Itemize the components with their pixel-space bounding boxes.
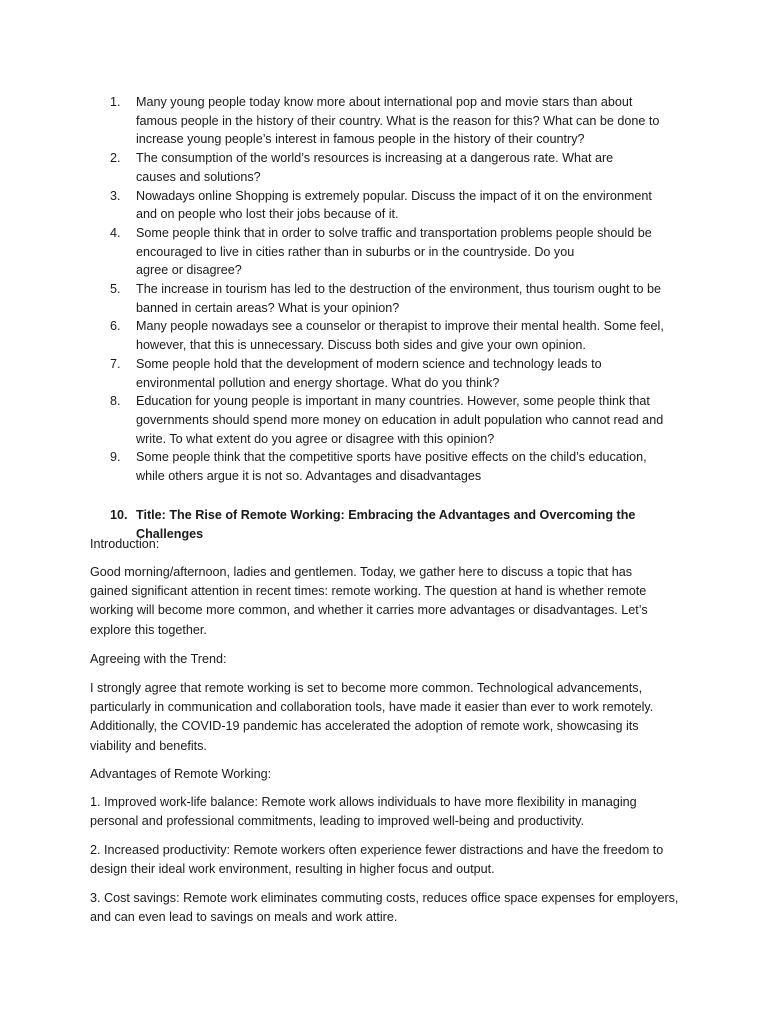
advantage-2-paragraph: 2. Increased productivity: Remote workers often experience fewer distractions and have the freedom to design their ideal work environment, resulting in higher focus and output. [90, 843, 664, 877]
list-item [90, 355, 682, 392]
list-item-number: 5. [110, 282, 121, 297]
list-item [90, 149, 682, 186]
list-item [90, 187, 682, 224]
list-item [90, 448, 682, 485]
agree-paragraph: I strongly agree that remote working is set to become more common. Technological advancements, particularly in communication and collaboration tools, have made it easier than ever to work remotely. Additionally, the COVID-19 pandemic has accelerated the adoption of remote work, showcasing its viability and benefits. [90, 681, 654, 753]
list-item-text: Many people nowadays see a counselor or therapist to improve their mental health. Some feel, however, that this is unnecessary. Discuss both sides and give your own opinion. [136, 319, 664, 353]
essay-question-list [90, 93, 682, 486]
list-item-number: 6. [110, 319, 121, 334]
list-item [90, 317, 682, 354]
list-item-number: 8. [110, 394, 121, 409]
agree-heading: Agreeing with the Trend: [90, 652, 227, 666]
introduction-heading: Introduction: [90, 537, 160, 551]
list-item-text: The consumption of the world’s resources is increasing at a dangerous rate. What are causes and solutions? [136, 151, 614, 184]
list-item-text: Many young people today know more about international pop and movie stars than about famous people in the history of their country. What is the reason for this? What can be done to increase young people’s interest in famous people in the history of their country? [136, 95, 660, 147]
list-item-number: 4. [110, 225, 121, 240]
introduction-paragraph: Good morning/afternoon, ladies and gentlemen. Today, we gather here to discuss a topic that has gained significant attention in recent times: remote working. The question at hand is whether remote working will become more common, and whether it carries more advantages or disadvantages. Let’s explore this together. [90, 565, 648, 637]
list-item-number: 7. [110, 356, 121, 371]
advantage-1-paragraph: 1. Improved work-life balance: Remote work allows individuals to have more flexibility in managing personal and professional commitments, leading to improved well-being and productivity. [90, 795, 637, 829]
list-item-text: Some people think that the competitive sports have positive effects on the child’s education, while others argue it is not so. Advantages and disadvantages [136, 450, 647, 484]
list-item [90, 392, 682, 448]
list-item-text: The increase in tourism has led to the destruction of the environment, thus tourism ought to be banned in certain areas? What is your opinion? [136, 282, 662, 315]
list-item [90, 224, 682, 280]
list-item-number: 9. [110, 450, 121, 465]
advantages-heading: Advantages of Remote Working: [90, 767, 272, 781]
list-item-text: Education for young people is important in many countries. However, some people think that governments should spend more money on education in adult population who cannot read and write. To what extent do you agree or disagree with this opinion? [136, 394, 664, 446]
list-item-number: 2. [110, 151, 121, 166]
list-item-text: Nowadays online Shopping is extremely popular. Discuss the impact of it on the environment and on people who lost their jobs because of it. [136, 188, 652, 222]
list-item-text: Some people think that in order to solve traffic and transportation problems people should be encouraged to live in cities rather than in suburbs or in the countryside. Do you agree or disagree? [136, 225, 652, 278]
list-item-number: 3. [110, 188, 121, 203]
list-item-number: 1. [110, 95, 121, 109]
advantage-3-paragraph: 3. Cost savings: Remote work eliminates commuting costs, reduces office space expenses for employers, and can even lead to savings on meals and work attire. [90, 891, 679, 925]
essay-title-text: Title: The Rise of Remote Working: Embracing the Advantages and Overcoming the Challenges [136, 508, 636, 541]
list-item [90, 280, 682, 317]
list-item [90, 93, 682, 149]
essay-title-number: 10. [110, 508, 128, 522]
list-item-text: Some people hold that the development of modern science and technology leads to environmental pollution and energy shortage. What do you think? [136, 356, 602, 390]
